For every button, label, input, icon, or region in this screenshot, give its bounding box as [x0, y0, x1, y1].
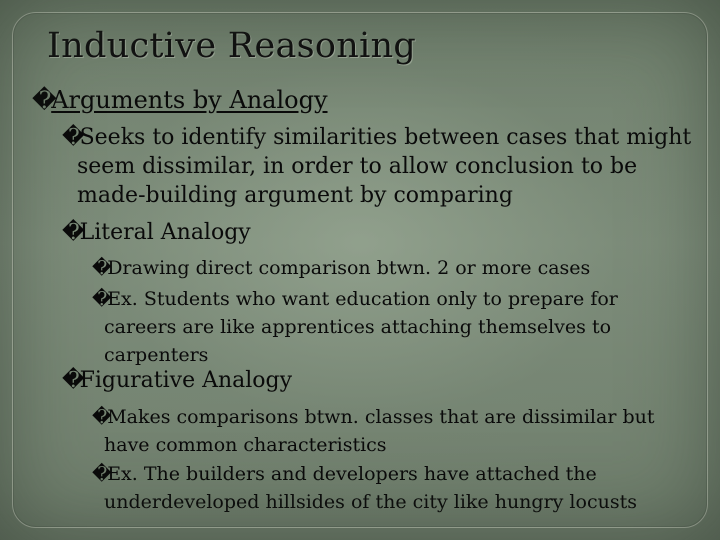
bullet-text-line-1: Ex. The builders and developers have attached the	[107, 463, 597, 485]
bullet-figurative-analogy	[62, 368, 292, 394]
bullet-literal-analogy	[62, 220, 251, 246]
bullet-text-line-1: Seeks to identify similarities between cases that might	[79, 125, 692, 150]
bullet-text-line-2: have common characteristics	[104, 434, 387, 456]
bullet-text-line-3: made-building argument by comparing	[77, 183, 513, 208]
bullet-text-line-3: carpenters	[104, 344, 209, 366]
bullet-text: Figurative Analogy	[79, 368, 293, 393]
bullet-glyph-icon: �	[62, 125, 85, 150]
bullet-glyph-icon: �	[92, 257, 112, 279]
bullet-glyph-icon: �	[62, 220, 85, 245]
bullet-text: Literal Analogy	[79, 220, 251, 245]
bullet-makes-comparisons	[92, 403, 692, 459]
bullet-text: Drawing direct comparison btwn. 2 or more cases	[107, 257, 591, 279]
bullet-glyph-icon: �	[62, 368, 85, 393]
bullet-seeks-similarities	[62, 123, 702, 210]
bullet-arguments-by-analogy	[32, 86, 328, 115]
bullet-drawing-direct-comparison	[92, 254, 692, 282]
bullet-text-line-2: underdeveloped hillsides of the city like hungry locusts	[104, 491, 637, 513]
slide-title: Inductive Reasoning	[47, 26, 417, 66]
bullet-glyph-icon: �	[32, 86, 57, 114]
bullet-glyph-icon: �	[92, 406, 112, 428]
bullet-glyph-icon: �	[92, 288, 112, 310]
bullet-literal-example	[92, 285, 692, 369]
bullet-text-line-1: Makes comparisons btwn. classes that are dissimilar but	[107, 406, 655, 428]
bullet-text-line-2: careers are like apprentices attaching themselves to	[104, 316, 612, 338]
bullet-text: Arguments by Analogy	[51, 86, 328, 114]
bullet-glyph-icon: �	[92, 463, 112, 485]
bullet-text-line-2: seem dissimilar, in order to allow conclusion to be	[77, 154, 638, 179]
bullet-figurative-example	[92, 460, 692, 516]
bullet-text-line-1: Ex. Students who want education only to prepare for	[107, 288, 618, 310]
